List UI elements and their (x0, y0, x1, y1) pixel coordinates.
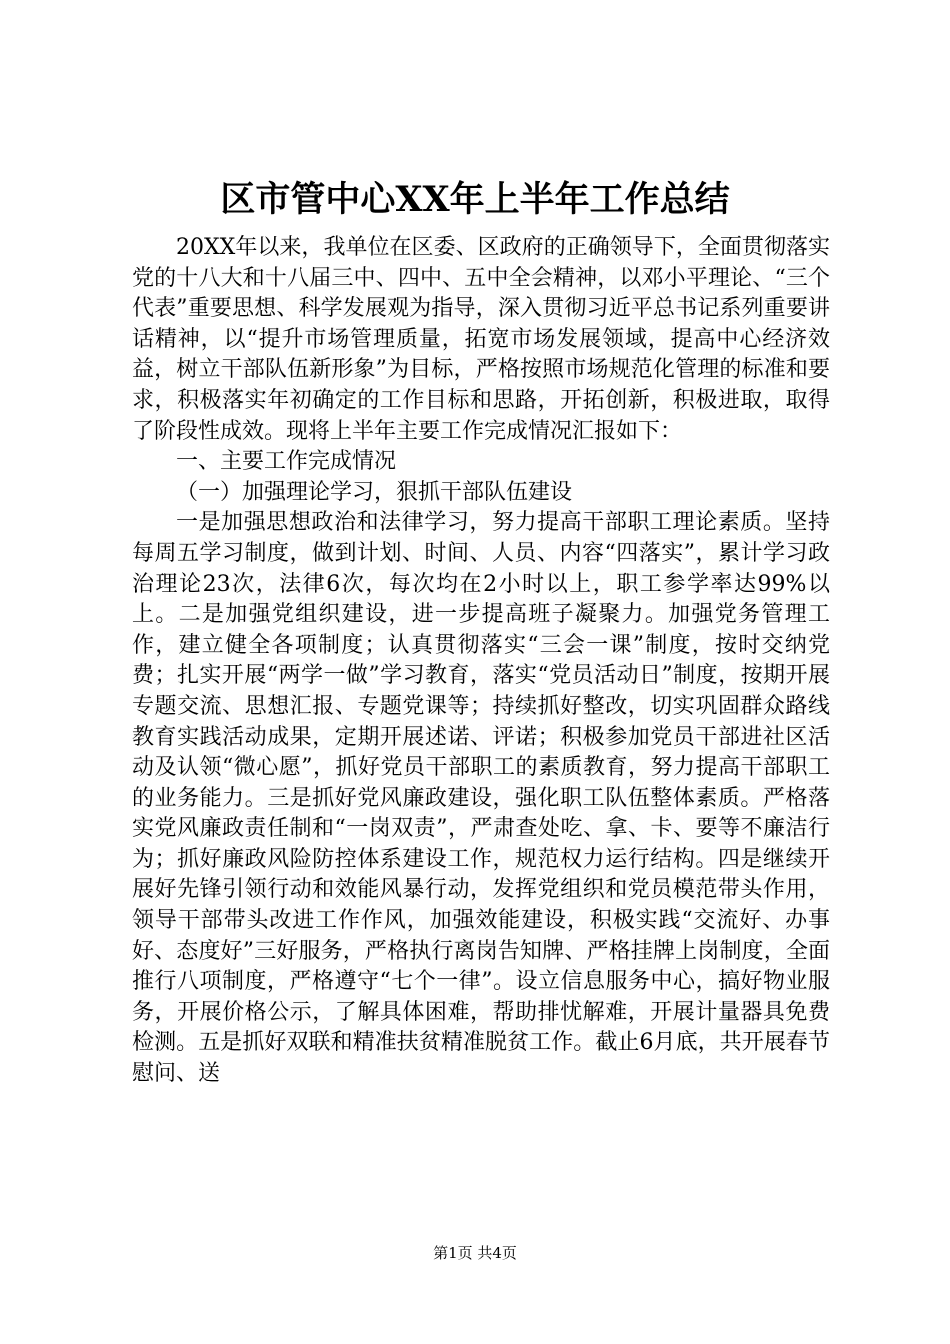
subsection-heading: （一）加强理论学习，狠抓干部队伍建设 (176, 479, 573, 505)
paragraph-intro: 20XX年以来，我单位在区委、区政府的正确领导下，全面贯彻落实党的十八大和十八届三中、四中、五中全会精神，以邓小平理论、“三个代表”重要思想、科学发展观为指导，深入贯彻习近平总书记系列重要讲话精神，以“提升市场管理质量，拓宽市场发展领域，提高中心经济效益，树立干部队伍新形象”为目标，严格按照市场规范化管理的标准和要求，积极落实年初确定的工作目标和思路，开拓创新，积极进取，取得了阶段性成效。现将上半年主要工作完成情况汇报如下： (132, 235, 830, 444)
section-heading: 一、主要工作完成情况 (176, 449, 397, 475)
document-body (132, 233, 830, 1090)
page-footer: 第1页 共4页 (433, 1244, 517, 1262)
document-title: 区市管中心XX年上半年工作总结 (220, 179, 730, 220)
paragraph-details: 一是加强思想政治和法律学习，努力提高干部职工理论素质。坚持每周五学习制度，做到计划、时间、人员、内容“四落实”，累计学习政治理论23次，法律6次，每次均在2小时以上，职工参学率达99%以上。二是加强党组织建设，进一步提高班子凝聚力。加强党务管理工作，建立健全各项制度；认真贯彻落实“三会一课”制度，按时交纳党费；扎实开展“两学一做”学习教育，落实“党员活动日”制度，按期开展专题交流、思想汇报、专题党课等；持续抓好整改，切实巩固群众路线教育实践活动成果，定期开展述诺、评诺；积极参加党员干部进社区活动及认领“微心愿”，抓好党员干部职工的素质教育，努力提高干部职工的业务能力。三是抓好党风廉政建设，强化职工队伍整体素质。严格落实党风廉政责任制和“一岗双责”，严肃查处吃、拿、卡、要等不廉洁行为；抓好廉政风险防控体系建设工作，规范权力运行结构。四是继续开展好先锋引领行动和效能风暴行动，发挥党组织和党员模范带头作用，领导干部带头改进工作作风，加强效能建设，积极实践“交流好、办事好、态度好”三好服务，严格执行离岗告知牌、严格挂牌上岗制度，全面推行八项制度，严格遵守“七个一律”。设立信息服务中心，搞好物业服务，开展价格公示，了解具体困难，帮助排忧解难，开展计量器具免费检测。五是抓好双联和精准扶贫精准脱贫工作。截止6月底，共开展春节慰问、送 (132, 510, 830, 1087)
